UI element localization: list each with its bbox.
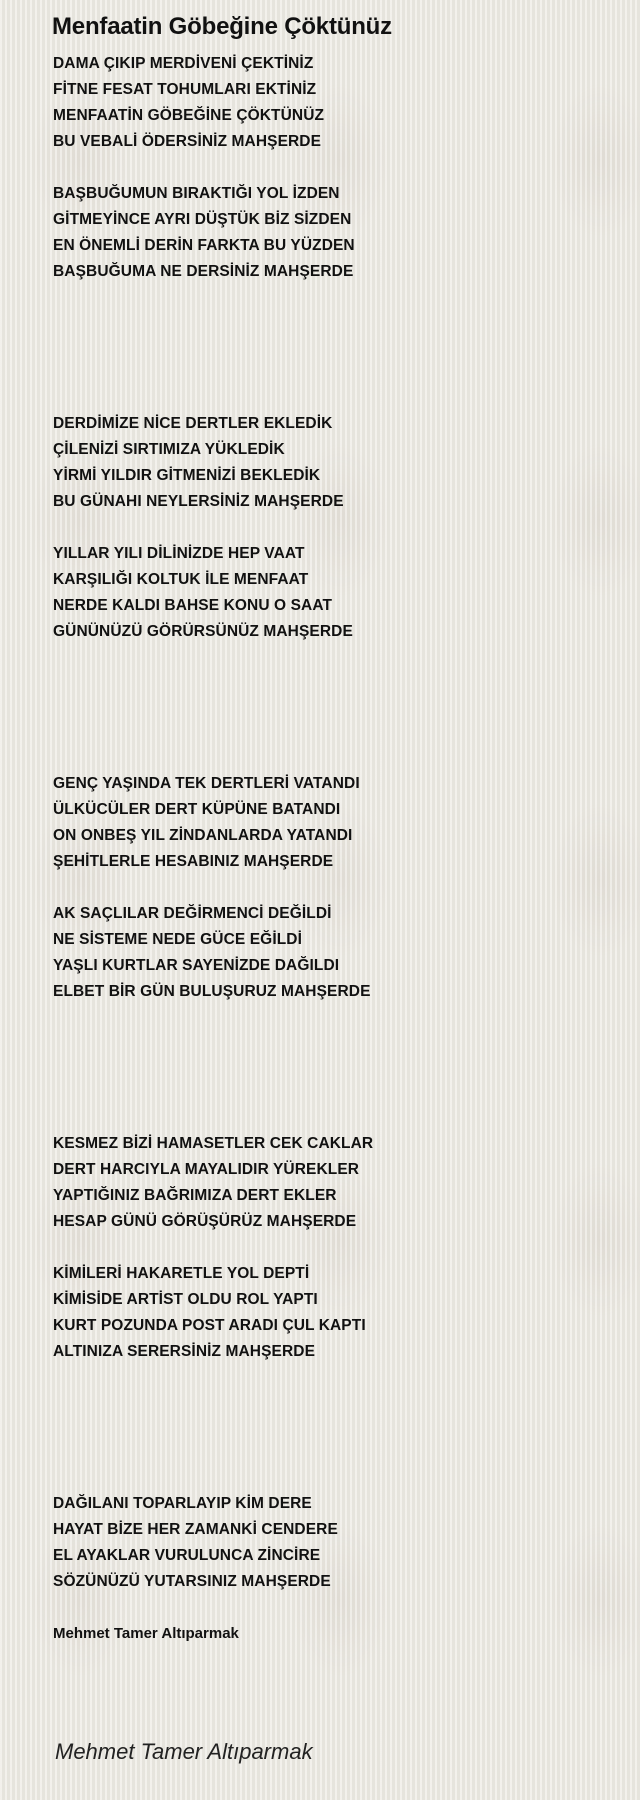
poem-line: ÇİLENİZİ SIRTIMIZA YÜKLEDİK bbox=[53, 441, 285, 458]
poem-line: KİMİSİDE ARTİST OLDU ROL YAPTI bbox=[53, 1291, 318, 1308]
poem-line: KURT POZUNDA POST ARADI ÇUL KAPTI bbox=[53, 1317, 366, 1334]
author-signature: Mehmet Tamer Altıparmak bbox=[55, 1739, 313, 1764]
poem-line: KİMİLERİ HAKARETLE YOL DEPTİ bbox=[53, 1265, 310, 1282]
poem-line: AK SAÇLILAR DEĞİRMENCİ DEĞİLDİ bbox=[53, 905, 332, 922]
poem-line: GÜNÜNÜZÜ GÖRÜRSÜNÜZ MAHŞERDE bbox=[53, 623, 353, 640]
poem-line: DAMA ÇIKIP MERDİVENİ ÇEKTİNİZ bbox=[53, 55, 314, 72]
poem-line: EN ÖNEMLİ DERİN FARKTA BU YÜZDEN bbox=[53, 237, 355, 254]
poem-line: YAPTIĞINIZ BAĞRIMIZA DERT EKLER bbox=[53, 1187, 337, 1204]
poem-line: YILLAR YILI DİLİNİZDE HEP VAAT bbox=[53, 545, 305, 562]
poem-line: BU GÜNAHI NEYLERSİNİZ MAHŞERDE bbox=[53, 493, 344, 510]
poem-title: Menfaatin Göbeğine Çöktünüz bbox=[52, 13, 392, 40]
poem-line: ELBET BİR GÜN BULUŞURUZ MAHŞERDE bbox=[53, 983, 371, 1000]
poem-line: DAĞILANI TOPARLAYIP KİM DERE bbox=[53, 1495, 312, 1512]
poem-line: MENFAATİN GÖBEĞİNE ÇÖKTÜNÜZ bbox=[53, 107, 325, 124]
poem-line: ON ONBEŞ YIL ZİNDANLARDA YATANDI bbox=[53, 827, 353, 844]
poem-author: Mehmet Tamer Altıparmak bbox=[53, 1625, 239, 1642]
poem-line: GİTMEYİNCE AYRI DÜŞTÜK BİZ SİZDEN bbox=[53, 211, 352, 228]
poem-line: FİTNE FESAT TOHUMLARI EKTİNİZ bbox=[53, 81, 317, 98]
poem-line: YİRMİ YILDIR GİTMENİZİ BEKLEDİK bbox=[53, 467, 321, 484]
poem-line: KESMEZ BİZİ HAMASETLER CEK CAKLAR bbox=[53, 1135, 374, 1152]
poem-line: NERDE KALDI BAHSE KONU O SAAT bbox=[53, 597, 333, 614]
poem-line: KARŞILIĞI KOLTUK İLE MENFAAT bbox=[53, 571, 309, 588]
poem-line: GENÇ YAŞINDA TEK DERTLERİ VATANDI bbox=[53, 775, 360, 792]
poem-line: BAŞBUĞUMUN BIRAKTIĞI YOL İZDEN bbox=[53, 185, 340, 202]
poem-line: ŞEHİTLERLE HESABINIZ MAHŞERDE bbox=[53, 853, 334, 870]
poem-line: DERDİMİZE NİCE DERTLER EKLEDİK bbox=[53, 415, 333, 432]
poem-line: NE SİSTEME NEDE GÜCE EĞİLDİ bbox=[53, 931, 303, 948]
poem-line: ALTINIZA SERERSİNİZ MAHŞERDE bbox=[53, 1343, 316, 1360]
poem-line: YAŞLI KURTLAR SAYENİZDE DAĞILDI bbox=[53, 957, 340, 974]
poem-line: BU VEBALİ ÖDERSİNİZ MAHŞERDE bbox=[53, 133, 322, 150]
poem-line: HAYAT BİZE HER ZAMANKİ CENDERE bbox=[53, 1521, 338, 1538]
poem-line: ÜLKÜCÜLER DERT KÜPÜNE BATANDI bbox=[53, 801, 341, 818]
poem-line: HESAP GÜNÜ GÖRÜŞÜRÜZ MAHŞERDE bbox=[53, 1213, 357, 1230]
poem-line: SÖZÜNÜZÜ YUTARSINIZ MAHŞERDE bbox=[53, 1573, 331, 1590]
poem-line: EL AYAKLAR VURULUNCA ZİNCİRE bbox=[53, 1547, 321, 1564]
poem-line: DERT HARCIYLA MAYALIDIR YÜREKLER bbox=[53, 1161, 360, 1178]
poem-line: BAŞBUĞUMA NE DERSİNİZ MAHŞERDE bbox=[53, 263, 354, 280]
